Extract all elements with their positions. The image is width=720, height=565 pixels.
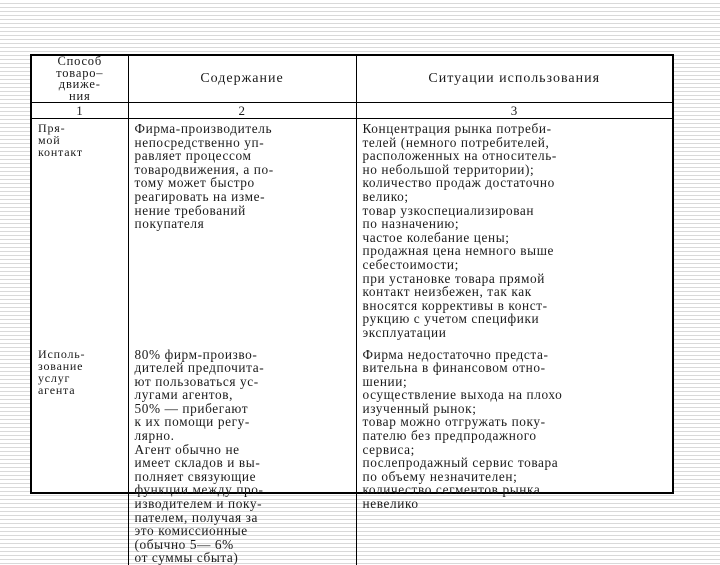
cell-text-line: лугами агентов, (135, 388, 350, 402)
header-method-line: движе- (38, 79, 122, 91)
column-number: 1 (32, 103, 128, 119)
cell-text-line: (обычно 5— 6% (135, 538, 350, 552)
content-cell (128, 119, 356, 340)
cell-text-line: к их помощи регу- (135, 415, 350, 429)
cell-text-line: зование (38, 360, 122, 372)
cell-text-line: рукцию с учетом специфики (363, 312, 667, 326)
header-method-line: Способ (38, 56, 122, 68)
cell-text-line: но небольшой территории); (363, 163, 667, 177)
cell-text-line: покупателя (135, 217, 350, 231)
cell-text-line: полняет связующие (135, 470, 350, 484)
header-situations: Ситуации использования (356, 56, 672, 103)
cell-text-line: Агент обычно не (135, 443, 350, 457)
cell-text-line: при установке товара прямой (363, 272, 667, 286)
cell-text-line: себестоимости; (363, 258, 667, 272)
cell-text-line: функции между про- (135, 483, 350, 497)
cell-text-line: пателем, получая за (135, 511, 350, 525)
cell-text-line: изученный рынок; (363, 402, 667, 416)
column-number: 2 (128, 103, 356, 119)
cell-text-line: частое колебание цены; (363, 231, 667, 245)
cell-text-line: это комиссионные (135, 524, 350, 538)
cell-text-line: по объему незначителен; (363, 470, 667, 484)
cell-text-line: товародвижения, а по- (135, 163, 350, 177)
method-cell (32, 119, 128, 340)
cell-text-line: вительна в финансовом отно- (363, 361, 667, 375)
method-cell (32, 340, 128, 565)
cell-text-line: 80% фирм-произво- (135, 348, 350, 362)
cell-text-line: дителей предпочита- (135, 361, 350, 375)
cell-text-line: шении; (363, 375, 667, 389)
cell-text-line: контакт неизбежен, так как (363, 285, 667, 299)
column-number-row (32, 103, 672, 119)
header-method-line: товаро– (38, 68, 122, 80)
cell-text-line: 50% — прибегают (135, 402, 350, 416)
situations-cell (356, 340, 672, 565)
cell-text-line: Фирма-производитель (135, 122, 350, 136)
situations-cell (356, 119, 672, 340)
cell-text-line: по назначению; (363, 217, 667, 231)
table (32, 56, 672, 565)
cell-text-line: имеет складов и вы- (135, 456, 350, 470)
cell-text-line: тому может быстро (135, 176, 350, 190)
distribution-methods-table (30, 54, 674, 494)
cell-text-line: ют пользоваться ус- (135, 375, 350, 389)
cell-text-line: велико; (363, 190, 667, 204)
cell-text-line: расположенных на относитель- (363, 149, 667, 163)
cell-text-line: от суммы сбыта) (135, 551, 350, 565)
cell-text-line: мой (38, 134, 122, 146)
content-cell (128, 340, 356, 565)
cell-text-line: количество сегментов рынка (363, 483, 667, 497)
cell-text-line: послепродажный сервис товара (363, 456, 667, 470)
cell-text-line: вносятся коррективы в конст- (363, 299, 667, 313)
header-method-line: ния (38, 91, 122, 103)
cell-text-line: реагировать на изме- (135, 190, 350, 204)
header-content: Содержание (128, 56, 356, 103)
header-method (32, 56, 128, 103)
cell-text-line: услуг (38, 372, 122, 384)
cell-text-line: пателю без предпродажного (363, 429, 667, 443)
cell-text-line: лярно. (135, 429, 350, 443)
cell-text-line: Концентрация рынка потреби- (363, 122, 667, 136)
cell-text-line: количество продаж достаточно (363, 176, 667, 190)
table-row-direct-contact (32, 119, 672, 340)
cell-text-line: нение требований (135, 204, 350, 218)
header-row (32, 56, 672, 103)
column-number: 3 (356, 103, 672, 119)
table-row-agent-services (32, 340, 672, 565)
cell-text-line: невелико (363, 497, 667, 511)
cell-text-line: Исполь- (38, 348, 122, 360)
cell-text-line: эксплуатации (363, 326, 667, 340)
cell-text-line: осуществление выхода на плохо (363, 388, 667, 402)
cell-text-line: товар узкоспециализирован (363, 204, 667, 218)
cell-text-line: равляет процессом (135, 149, 350, 163)
cell-text-line: телей (немного потребителей, (363, 136, 667, 150)
cell-text-line: изводителем и поку- (135, 497, 350, 511)
cell-text-line: агента (38, 384, 122, 396)
cell-text-line: товар можно отгружать поку- (363, 415, 667, 429)
cell-text-line: контакт (38, 146, 122, 158)
cell-text-line: Пря- (38, 122, 122, 134)
cell-text-line: Фирма недостаточно предста- (363, 348, 667, 362)
cell-text-line: сервиса; (363, 443, 667, 457)
cell-text-line: непосредственно уп- (135, 136, 350, 150)
cell-text-line: продажная цена немного выше (363, 244, 667, 258)
